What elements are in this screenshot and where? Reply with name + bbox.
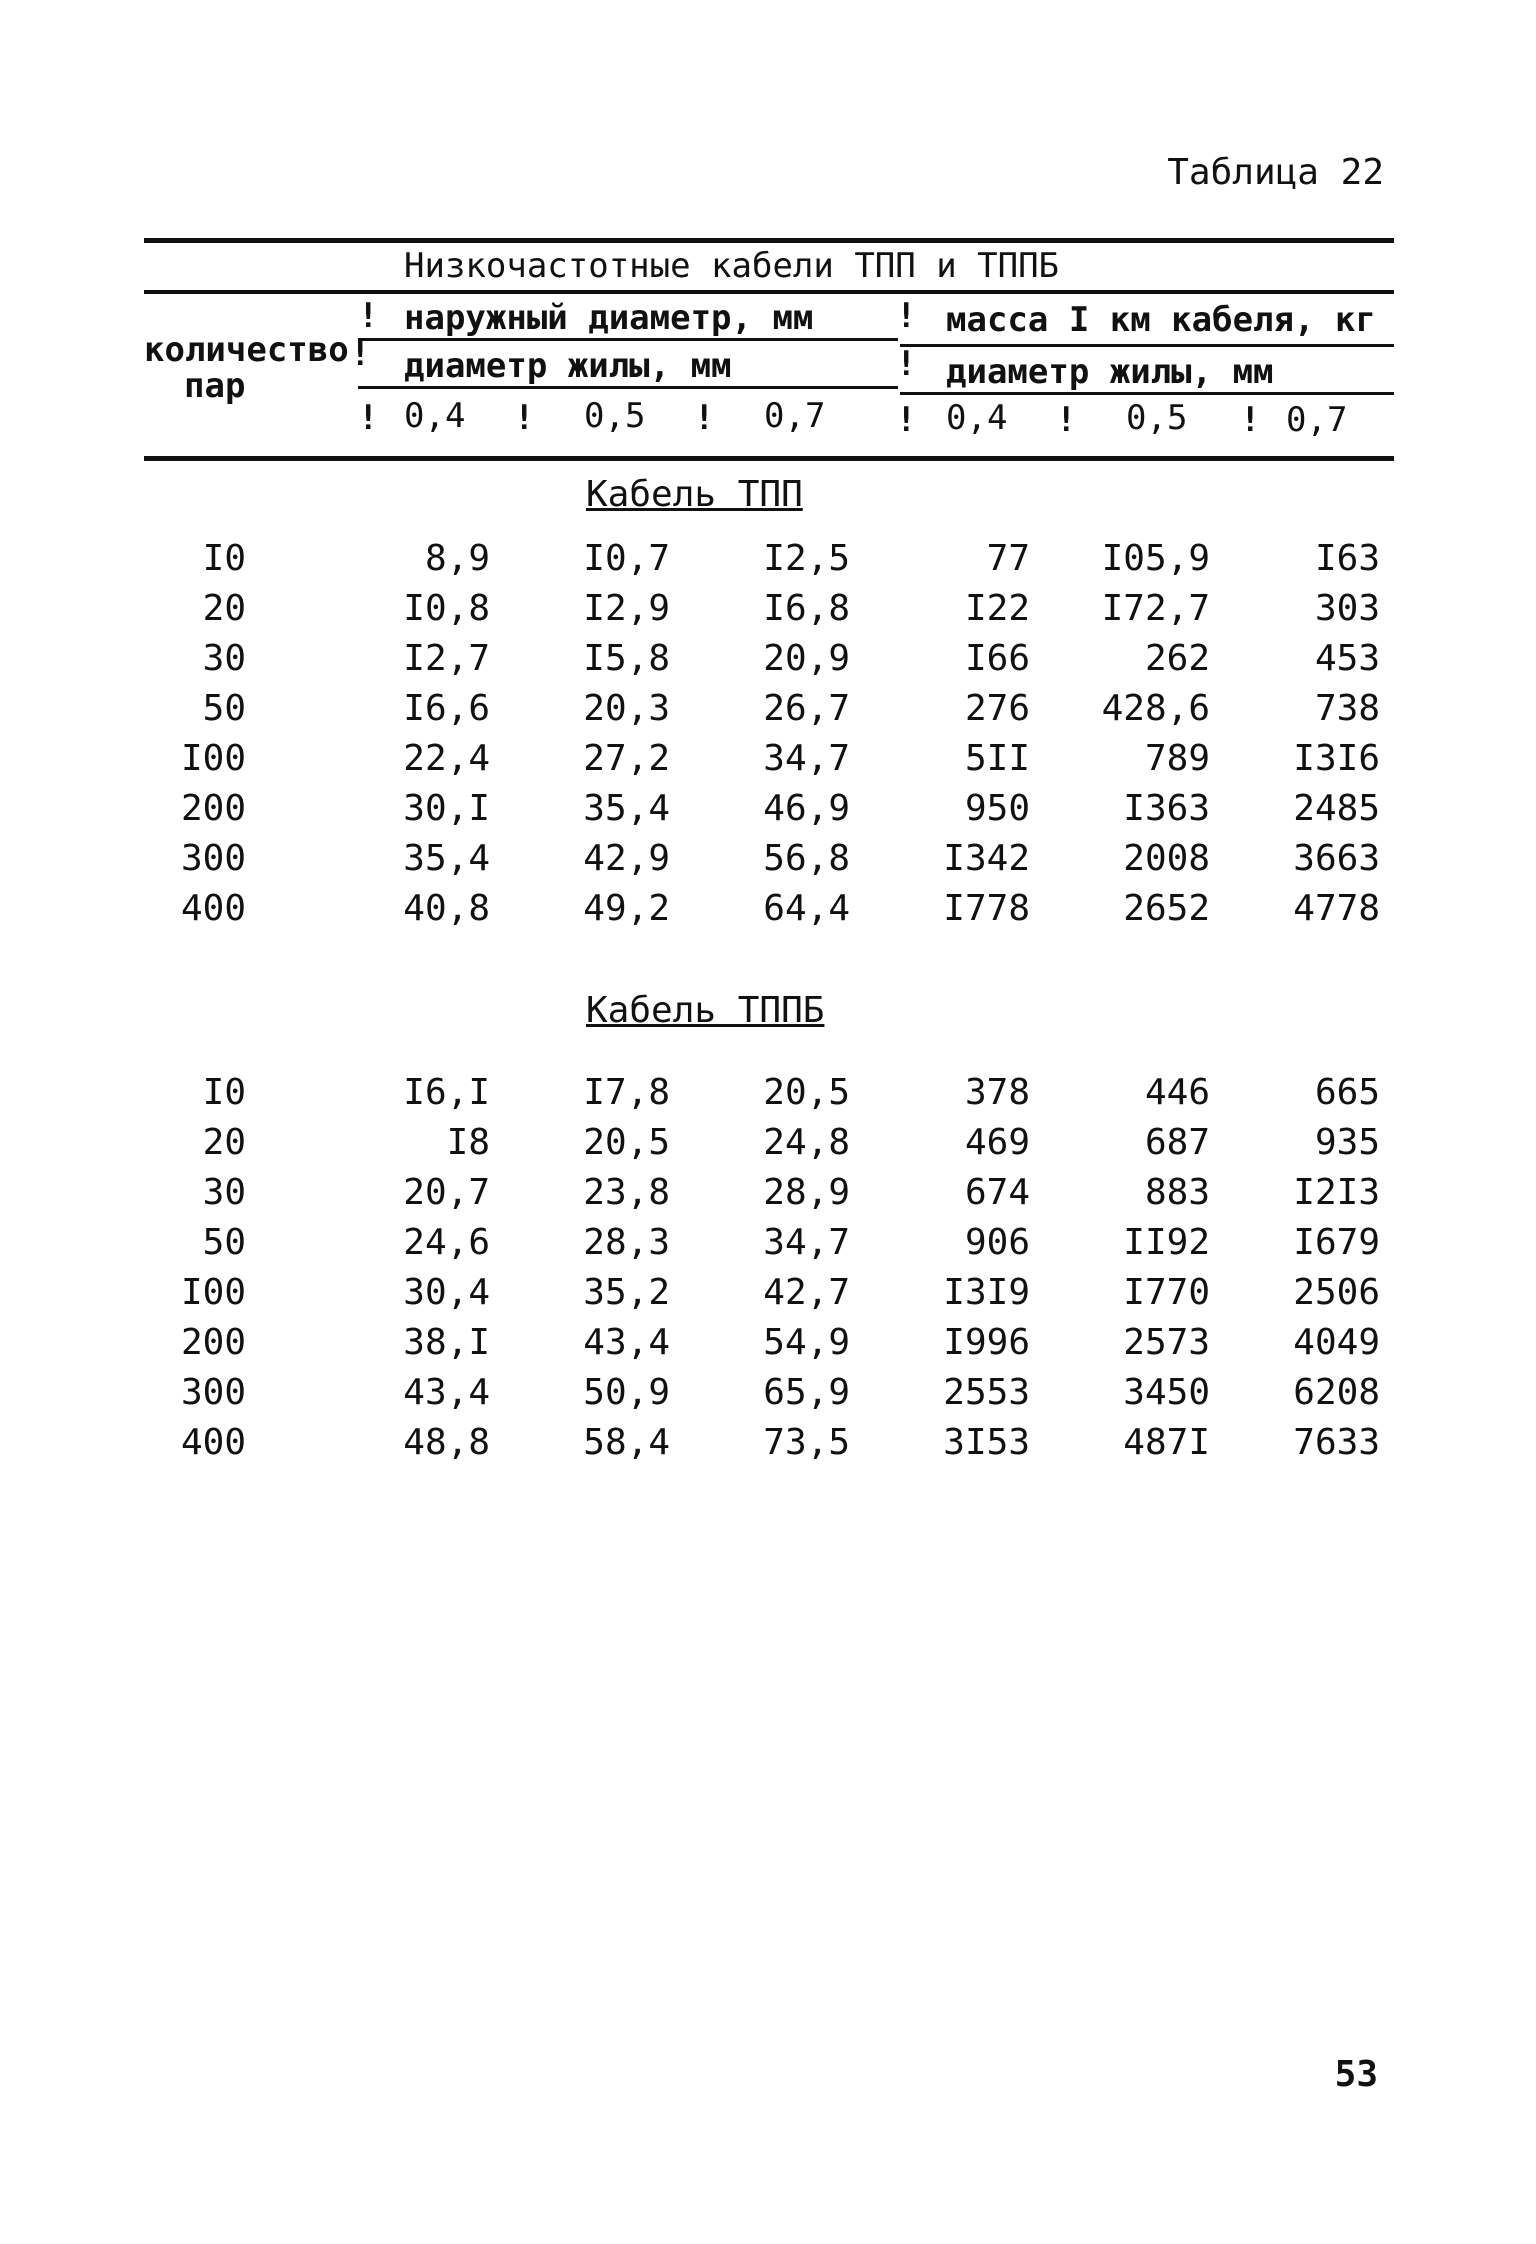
- pairs-cell: 200: [180, 1322, 246, 1363]
- value-cell: 26,7: [763, 688, 850, 729]
- table-row: [0, 688, 1536, 736]
- value-cell: 665: [1314, 1072, 1380, 1113]
- value-cell: 40,8: [403, 888, 490, 929]
- value-cell: 5II: [964, 738, 1030, 779]
- separator-mark: !: [350, 334, 371, 374]
- value-cell: 674: [964, 1172, 1030, 1213]
- size-label: 0,5: [584, 396, 646, 436]
- pairs-cell: 300: [180, 838, 246, 879]
- size-label: 0,4: [404, 396, 466, 436]
- mass-rule: [900, 344, 1394, 347]
- table-row: [0, 1072, 1536, 1120]
- core-diameter-left-rule: [358, 386, 898, 389]
- value-cell: 27,2: [583, 738, 670, 779]
- value-cell: 43,4: [583, 1322, 670, 1363]
- value-cell: I363: [1123, 788, 1210, 829]
- value-cell: 2652: [1123, 888, 1210, 929]
- pairs-cell: I00: [180, 1272, 246, 1313]
- value-cell: 378: [964, 1072, 1030, 1113]
- value-cell: 4049: [1293, 1322, 1380, 1363]
- value-cell: 46,9: [763, 788, 850, 829]
- separator-mark: !: [358, 296, 379, 336]
- value-cell: 4778: [1293, 888, 1380, 929]
- value-cell: 487I: [1123, 1422, 1210, 1463]
- value-cell: 48,8: [403, 1422, 490, 1463]
- size-label: 0,5: [1126, 398, 1188, 438]
- value-cell: I05,9: [1101, 538, 1210, 579]
- header-bottom-rule: [144, 456, 1394, 461]
- mass-heading: масса I км кабеля, кг: [946, 300, 1376, 340]
- value-cell: 35,2: [583, 1272, 670, 1313]
- value-cell: 3I53: [943, 1422, 1030, 1463]
- value-cell: 2008: [1123, 838, 1210, 879]
- row-label-pairs: пар: [184, 366, 246, 406]
- table-row: [0, 888, 1536, 936]
- value-cell: I3I9: [943, 1272, 1030, 1313]
- group-title: Низкочастотные кабели ТПП и ТППБ: [404, 246, 1060, 286]
- value-cell: 28,3: [583, 1222, 670, 1263]
- value-cell: 38,I: [403, 1322, 490, 1363]
- value-cell: I6,6: [403, 688, 490, 729]
- separator-mark: !: [896, 400, 917, 440]
- pairs-cell: 50: [202, 1222, 246, 1263]
- value-cell: 20,9: [763, 638, 850, 679]
- pairs-cell: I0: [202, 538, 246, 579]
- value-cell: 2553: [943, 1372, 1030, 1413]
- value-cell: 469: [964, 1122, 1030, 1163]
- table-row: [0, 1172, 1536, 1220]
- size-label: 0,7: [1286, 400, 1348, 440]
- value-cell: 2485: [1293, 788, 1380, 829]
- value-cell: 906: [964, 1222, 1030, 1263]
- value-cell: 2506: [1293, 1272, 1380, 1313]
- value-cell: 34,7: [763, 738, 850, 779]
- pairs-cell: I00: [180, 738, 246, 779]
- value-cell: I2,5: [763, 538, 850, 579]
- pairs-cell: 20: [202, 588, 246, 629]
- table-row: [0, 738, 1536, 786]
- value-cell: 950: [964, 788, 1030, 829]
- section-title-tpp: Кабель ТПП: [586, 474, 803, 515]
- core-diameter-right-rule: [900, 392, 1394, 395]
- table-row: [0, 538, 1536, 586]
- value-cell: 64,4: [763, 888, 850, 929]
- value-cell: I22: [964, 588, 1030, 629]
- value-cell: I996: [943, 1322, 1030, 1363]
- value-cell: 3663: [1293, 838, 1380, 879]
- separator-mark: !: [694, 398, 715, 438]
- value-cell: 42,7: [763, 1272, 850, 1313]
- value-cell: I2I3: [1293, 1172, 1380, 1213]
- value-cell: 65,9: [763, 1372, 850, 1413]
- pairs-cell: 50: [202, 688, 246, 729]
- value-cell: 428,6: [1101, 688, 1210, 729]
- value-cell: I770: [1123, 1272, 1210, 1313]
- table-row: [0, 638, 1536, 686]
- table-row: [0, 1322, 1536, 1370]
- separator-mark: !: [1240, 400, 1261, 440]
- separator-mark: !: [358, 398, 379, 438]
- size-label: 0,7: [764, 396, 826, 436]
- value-cell: I5,8: [583, 638, 670, 679]
- group-title-rule: [144, 290, 1394, 294]
- separator-mark: !: [896, 296, 917, 336]
- value-cell: 3450: [1123, 1372, 1210, 1413]
- value-cell: I6,I: [403, 1072, 490, 1113]
- top-rule: [144, 238, 1394, 243]
- value-cell: I679: [1293, 1222, 1380, 1263]
- value-cell: 687: [1144, 1122, 1210, 1163]
- pairs-cell: 300: [180, 1372, 246, 1413]
- value-cell: I66: [964, 638, 1030, 679]
- value-cell: 20,5: [583, 1122, 670, 1163]
- value-cell: 30,I: [403, 788, 490, 829]
- value-cell: I0,7: [583, 538, 670, 579]
- value-cell: I0,8: [403, 588, 490, 629]
- value-cell: 34,7: [763, 1222, 850, 1263]
- value-cell: I2,9: [583, 588, 670, 629]
- value-cell: I3I6: [1293, 738, 1380, 779]
- value-cell: 54,9: [763, 1322, 850, 1363]
- core-diameter-left-heading: диаметр жилы, мм: [404, 346, 732, 386]
- value-cell: 50,9: [583, 1372, 670, 1413]
- value-cell: 35,4: [583, 788, 670, 829]
- table-row: [0, 588, 1536, 636]
- value-cell: I8: [446, 1122, 490, 1163]
- page-number: 53: [1334, 2054, 1378, 2095]
- table-row: [0, 1272, 1536, 1320]
- value-cell: 49,2: [583, 888, 670, 929]
- value-cell: 2573: [1123, 1322, 1210, 1363]
- value-cell: 56,8: [763, 838, 850, 879]
- value-cell: 22,4: [403, 738, 490, 779]
- separator-mark: !: [514, 398, 535, 438]
- value-cell: I778: [943, 888, 1030, 929]
- value-cell: 42,9: [583, 838, 670, 879]
- separator-mark: !: [896, 344, 917, 384]
- value-cell: 24,8: [763, 1122, 850, 1163]
- outer-diameter-rule: [358, 338, 898, 341]
- row-label-quantity: количество: [144, 330, 349, 370]
- pairs-cell: 400: [180, 1422, 246, 1463]
- value-cell: 20,5: [763, 1072, 850, 1113]
- pairs-cell: 200: [180, 788, 246, 829]
- value-cell: I7,8: [583, 1072, 670, 1113]
- value-cell: 883: [1144, 1172, 1210, 1213]
- value-cell: I2,7: [403, 638, 490, 679]
- value-cell: 446: [1144, 1072, 1210, 1113]
- value-cell: 453: [1314, 638, 1380, 679]
- value-cell: 43,4: [403, 1372, 490, 1413]
- pairs-cell: 400: [180, 888, 246, 929]
- table-row: [0, 1222, 1536, 1270]
- value-cell: I6,8: [763, 588, 850, 629]
- table-row: [0, 1372, 1536, 1420]
- size-label: 0,4: [946, 398, 1008, 438]
- value-cell: 738: [1314, 688, 1380, 729]
- value-cell: 58,4: [583, 1422, 670, 1463]
- value-cell: 73,5: [763, 1422, 850, 1463]
- value-cell: 28,9: [763, 1172, 850, 1213]
- pairs-cell: 20: [202, 1122, 246, 1163]
- pairs-cell: I0: [202, 1072, 246, 1113]
- value-cell: 24,6: [403, 1222, 490, 1263]
- value-cell: 8,9: [424, 538, 490, 579]
- table-row: [0, 1122, 1536, 1170]
- value-cell: 276: [964, 688, 1030, 729]
- outer-diameter-heading: наружный диаметр, мм: [404, 298, 814, 338]
- value-cell: 262: [1144, 638, 1210, 679]
- value-cell: 789: [1144, 738, 1210, 779]
- table-label: Таблица 22: [1167, 152, 1384, 193]
- value-cell: 303: [1314, 588, 1380, 629]
- core-diameter-right-heading: диаметр жилы, мм: [946, 352, 1274, 392]
- separator-mark: !: [1056, 400, 1077, 440]
- table-row: [0, 1422, 1536, 1470]
- value-cell: II92: [1123, 1222, 1210, 1263]
- value-cell: I72,7: [1101, 588, 1210, 629]
- value-cell: 30,4: [403, 1272, 490, 1313]
- table-row: [0, 788, 1536, 836]
- table-row: [0, 838, 1536, 886]
- value-cell: 20,3: [583, 688, 670, 729]
- value-cell: I63: [1314, 538, 1380, 579]
- pairs-cell: 30: [202, 1172, 246, 1213]
- section-title-tppb: Кабель ТППБ: [586, 990, 825, 1031]
- value-cell: 77: [986, 538, 1030, 579]
- pairs-cell: 30: [202, 638, 246, 679]
- value-cell: 935: [1314, 1122, 1380, 1163]
- value-cell: 20,7: [403, 1172, 490, 1213]
- value-cell: I342: [943, 838, 1030, 879]
- value-cell: 23,8: [583, 1172, 670, 1213]
- value-cell: 7633: [1293, 1422, 1380, 1463]
- value-cell: 35,4: [403, 838, 490, 879]
- value-cell: 6208: [1293, 1372, 1380, 1413]
